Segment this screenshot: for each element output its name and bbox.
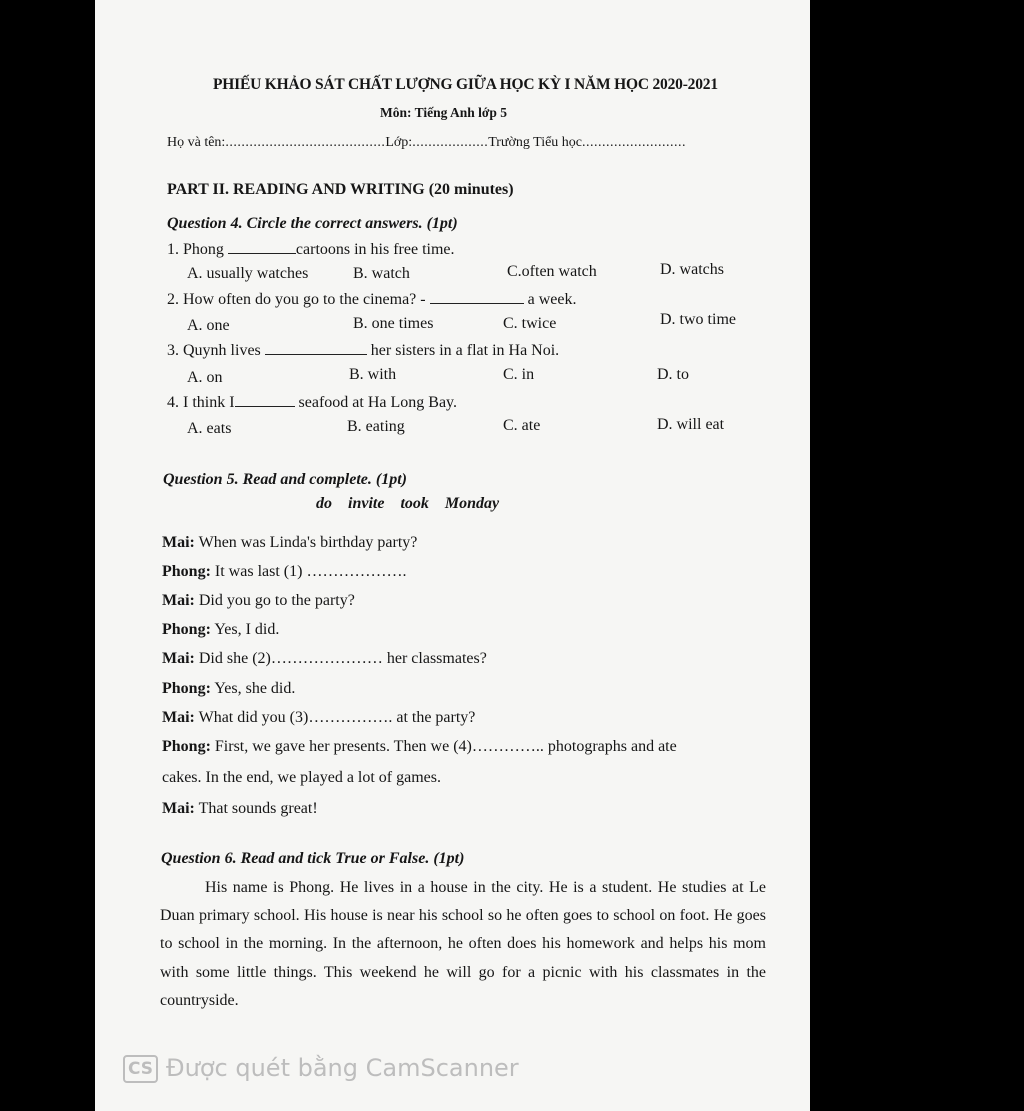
- speaker: Phong:: [162, 621, 211, 638]
- speaker: Mai:: [162, 800, 195, 817]
- dialogue-line: [162, 769, 441, 787]
- q4-3-option-d: D. to: [657, 366, 689, 383]
- line-text: When was Linda's birthday party?: [194, 534, 418, 551]
- dialogue-line: [162, 592, 355, 610]
- class-label: Lớp:: [385, 135, 413, 150]
- name-label: Họ và tên:: [167, 135, 226, 150]
- q4-2-option-b: B. one times: [353, 315, 434, 332]
- dialogue-line: [162, 534, 417, 552]
- q4-item-1: [167, 240, 455, 259]
- question-5-heading: Question 5. Read and complete. (1pt): [163, 471, 407, 488]
- student-info-line: [167, 135, 686, 151]
- subject-line: Môn: Tiếng Anh lớp 5: [380, 105, 508, 120]
- name-field: ........................................: [225, 135, 386, 150]
- speaker: Phong:: [162, 680, 211, 697]
- q4-4-option-c: C. ate: [503, 417, 541, 434]
- line-text: First, we gave her presents. Then we (4)………….. photographs and ate: [210, 738, 677, 755]
- camscanner-logo-icon: CS: [123, 1055, 158, 1083]
- q4-item-4-post: seafood at Ha Long Bay.: [294, 394, 458, 411]
- q4-1-option-c: C.often watch: [507, 263, 597, 280]
- school-label: Trường Tiểu học: [488, 135, 583, 150]
- page-title: PHIẾU KHẢO SÁT CHẤT LƯỢNG GIỮA HỌC KỲ I NĂM HỌC 2020-2021: [213, 76, 718, 93]
- q4-item-1-post: cartoons in his free time.: [295, 241, 455, 258]
- q4-item-4: [167, 393, 457, 412]
- dialogue-line: [162, 650, 487, 668]
- q4-2-option-c: C. twice: [503, 315, 557, 332]
- speaker: Phong:: [162, 738, 211, 755]
- q4-1-option-a: A. usually watches: [187, 265, 309, 282]
- dialogue-line: [162, 563, 406, 581]
- q4-2-option-a: A. one: [187, 317, 230, 334]
- dialogue-line: [162, 800, 318, 818]
- q4-item-3-pre: 3. Quynh lives: [167, 342, 265, 359]
- answer-blank: [228, 240, 296, 254]
- line-text: Did she (2)………………… her classmates?: [194, 650, 487, 667]
- q4-item-3: [167, 341, 559, 360]
- q4-4-option-b: B. eating: [347, 418, 405, 435]
- q4-1-option-d: D. watchs: [660, 261, 724, 278]
- answer-blank: [430, 290, 524, 304]
- q4-item-2: [167, 290, 576, 309]
- speaker: Phong:: [162, 563, 211, 580]
- speaker: Mai:: [162, 592, 195, 609]
- question-4-heading: Question 4. Circle the correct answers. (1pt): [167, 215, 458, 232]
- q4-item-4-pre: 4. I think I: [167, 394, 235, 411]
- word-bank: do invite took Monday: [316, 495, 500, 512]
- q4-item-3-post: her sisters in a flat in Ha Noi.: [366, 342, 560, 359]
- q4-3-option-a: A. on: [187, 369, 223, 386]
- line-text: Did you go to the party?: [194, 592, 355, 609]
- part-heading: PART II. READING AND WRITING (20 minutes): [167, 181, 514, 198]
- q4-3-option-c: C. in: [503, 366, 535, 383]
- line-text: That sounds great!: [194, 800, 318, 817]
- camscanner-watermark: [123, 1054, 519, 1083]
- line-text: Yes, I did.: [210, 621, 280, 638]
- q4-item-1-pre: 1. Phong: [167, 241, 228, 258]
- q4-1-option-b: B. watch: [353, 265, 410, 282]
- answer-blank: [265, 341, 367, 355]
- dialogue-line: [162, 709, 475, 727]
- reading-passage: His name is Phong. He lives in a house in the city. He is a student. He studies at Le Duan primary school. His house is near his school so he often goes to school on foot. He goes to school in the morning. In the afternoon, he often does his homework and helps his mom with some little things. This weekend he will go for a picnic with his classmates in the countryside.: [160, 879, 766, 1009]
- watermark-text: Được quét bằng CamScanner: [166, 1054, 519, 1082]
- scanned-page: [95, 0, 810, 1111]
- question-6-heading: Question 6. Read and tick True or False. (1pt): [161, 850, 465, 867]
- line-text: cakes. In the end, we played a lot of games.: [162, 769, 442, 786]
- speaker: Mai:: [162, 709, 195, 726]
- line-text: Yes, she did.: [210, 680, 296, 697]
- class-field: ...................: [412, 135, 489, 150]
- q4-3-option-b: B. with: [349, 366, 397, 383]
- answer-blank: [235, 393, 295, 407]
- q4-4-option-a: A. eats: [187, 420, 232, 437]
- line-text: What did you (3)……………. at the party?: [194, 709, 476, 726]
- speaker: Mai:: [162, 650, 195, 667]
- q4-item-2-pre: 2. How often do you go to the cinema? -: [167, 291, 430, 308]
- school-field: ..........................: [582, 135, 687, 150]
- line-text: It was last (1) ……………….: [210, 563, 407, 580]
- dialogue-line: [162, 621, 279, 639]
- dialogue-line: [162, 738, 677, 756]
- speaker: Mai:: [162, 534, 195, 551]
- q4-item-2-post: a week.: [523, 291, 577, 308]
- q4-2-option-d: D. two time: [660, 311, 736, 328]
- dialogue-line: [162, 680, 295, 698]
- q4-4-option-d: D. will eat: [657, 416, 725, 433]
